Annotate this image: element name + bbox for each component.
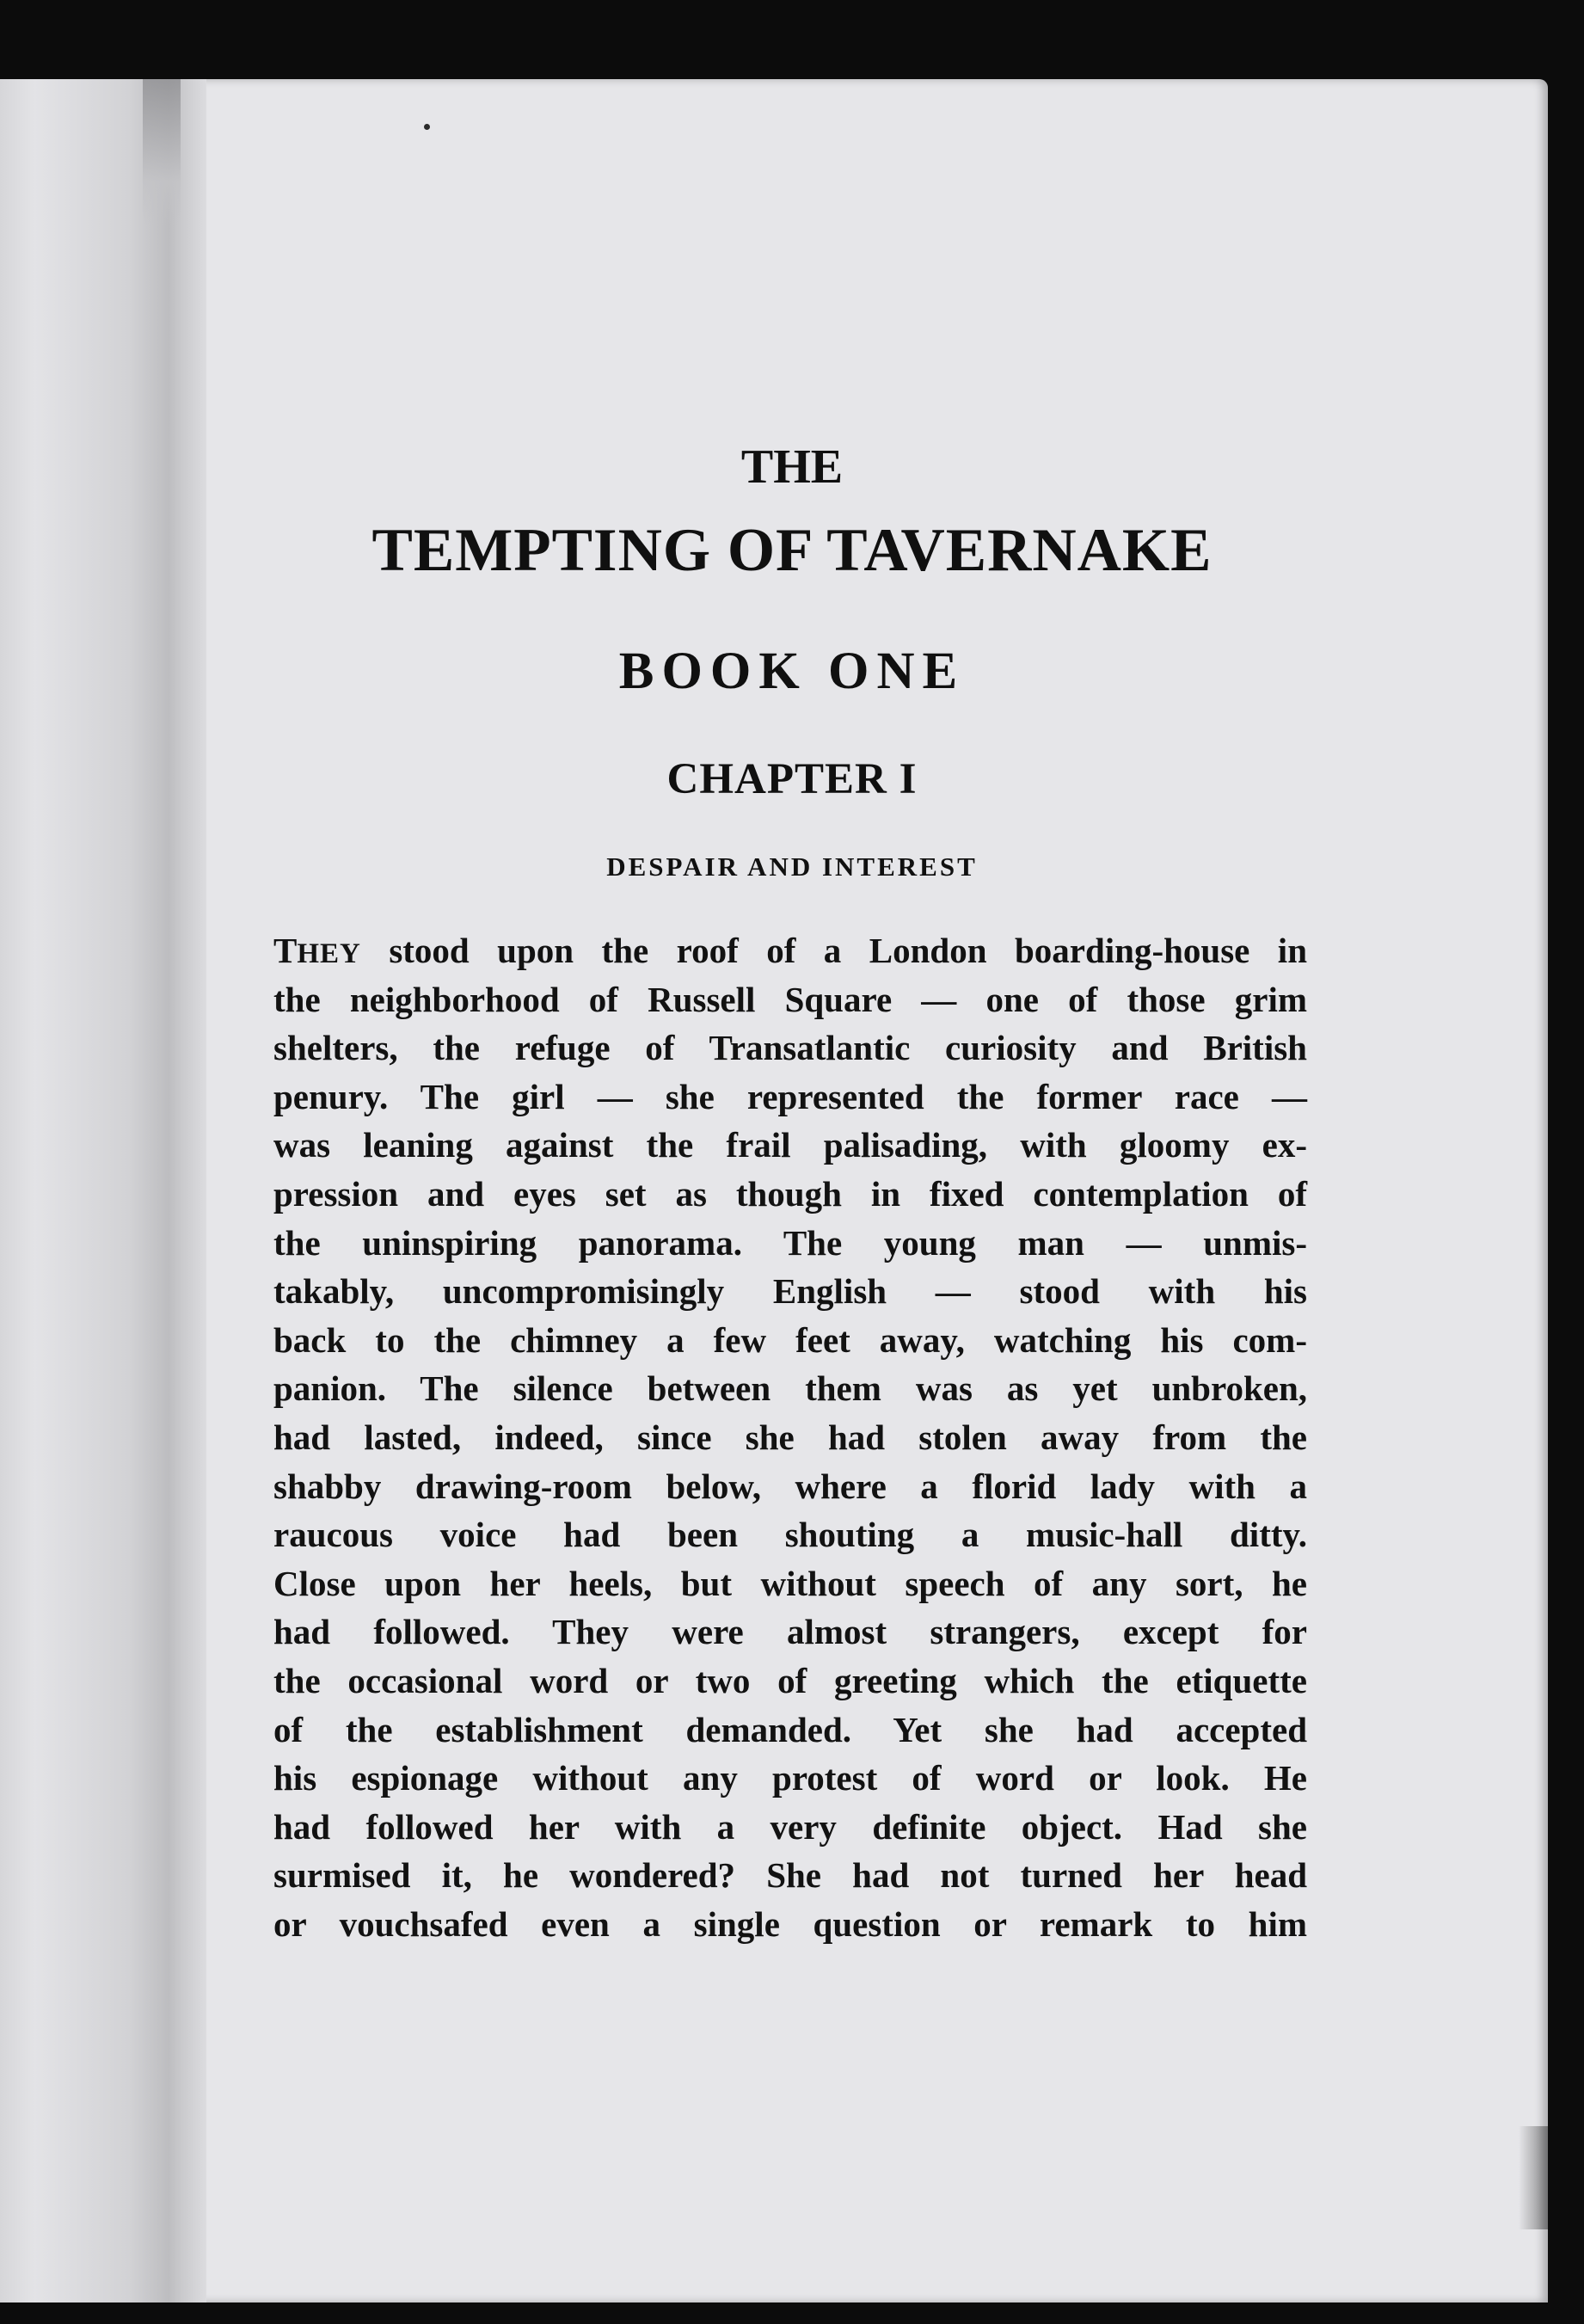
body-line: or vouchsafed even a single question or remark to him [273, 1903, 1307, 1944]
body-line: raucous voice had been shouting a music-hall ditty. [273, 1515, 1307, 1555]
lead-capital: T [273, 931, 298, 970]
body-line: panion. The silence between them was as yet unbroken, [273, 1368, 1307, 1409]
body-line: the uninspiring panorama. The young man — unmis- [273, 1222, 1307, 1263]
gutter-shadow [143, 79, 181, 225]
first-line-rest: stood upon the roof of a London boarding-house in [360, 931, 1307, 970]
body-line: of the establishment demanded. Yet she had accepted [273, 1709, 1307, 1749]
body-line: shelters, the refuge of Transatlantic curiosity and British [273, 1028, 1307, 1068]
body-line: his espionage without any protest of word or look. He [273, 1758, 1307, 1798]
chapter-title: DESPAIR AND INTEREST [606, 852, 978, 882]
lead-small-caps: HEY [297, 938, 361, 969]
page-gutter [0, 79, 206, 2302]
body-line: had followed. They were almost strangers, except for [273, 1612, 1307, 1652]
body-line: pression and eyes set as though in fixed contemplation of [273, 1173, 1307, 1214]
body-line: surmised it, he wondered? She had not turned her head [273, 1855, 1307, 1896]
body-line-first [273, 926, 1307, 975]
body-line: the neighborhood of Russell Square — one of those grim [273, 979, 1307, 1019]
chapter-label: CHAPTER I [666, 755, 918, 803]
book-label: BOOK ONE [618, 642, 966, 700]
book-title: TEMPTING OF TAVERNAKE [371, 517, 1213, 584]
title-the: THE [740, 440, 844, 494]
ink-dot [424, 124, 430, 130]
body-line: back to the chimney a few feet away, watching his com- [273, 1319, 1307, 1360]
page-edge-smudge [1519, 2126, 1548, 2229]
body-line: Close upon her heels, but without speech of any sort, he [273, 1563, 1307, 1603]
chapter-body-text [273, 926, 1307, 1948]
body-line: penury. The girl — she represented the former race — [273, 1076, 1307, 1116]
body-line: the occasional word or two of greeting which the etiquette [273, 1660, 1307, 1700]
body-line: takably, uncompromisingly English — stood with his [273, 1271, 1307, 1312]
body-line: had lasted, indeed, since she had stolen away from the [273, 1417, 1307, 1457]
body-line: shabby drawing-room below, where a florid lady with a [273, 1466, 1307, 1506]
body-line: was leaning against the frail palisading, with gloomy ex- [273, 1125, 1307, 1165]
body-line: had followed her with a very definite object. Had she [273, 1806, 1307, 1847]
